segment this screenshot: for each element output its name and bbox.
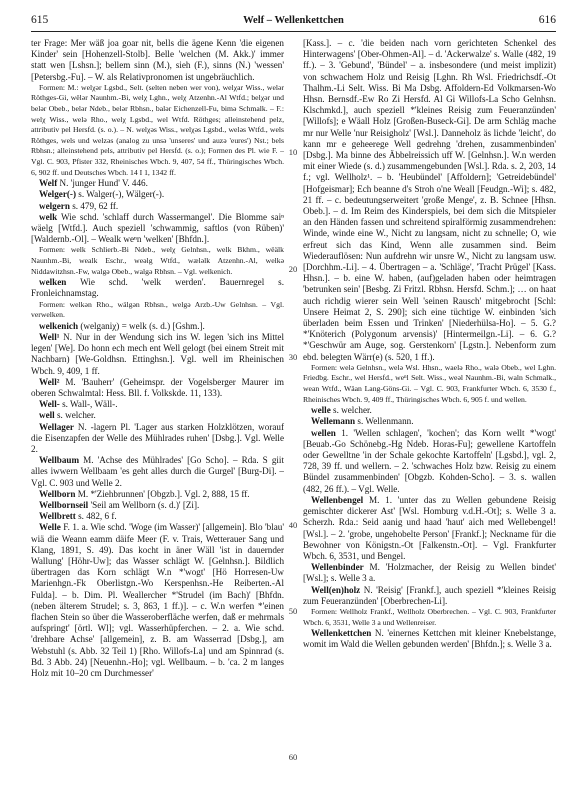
dictionary-entry xyxy=(303,495,556,562)
entry-body: N. 'junger Hund' V. 446. xyxy=(57,178,148,189)
forms-note xyxy=(303,363,556,405)
entry-headword: Well- xyxy=(39,399,60,410)
entry-body: Formen: welk Schlierb.-Bi Ndeb., welχ Gelnhsn., welk Bkhm., wëälk Naunhm.-Bi, wealk Eschr., weəlg Wtfd., wæləlk Atzenhn.-Al, welkə Niddawitzhsn.-Fw, walgə Obeb., walgə Rbhsn. – Vgl. welkenich. xyxy=(31,245,284,276)
entry-text xyxy=(31,38,284,83)
dictionary-entry xyxy=(31,178,284,189)
entry-body: s. Wall-, Wäll-. xyxy=(59,399,118,410)
dictionary-entry xyxy=(31,189,284,200)
right-column xyxy=(303,38,556,651)
entry-headword: Well² xyxy=(39,376,60,387)
entry-body: Formen: welə Gelnhsn., welə Wsl. Hhsn., waelə Rho., walə Obeb., wel Lghn. Friedbg. Eschr., wel Hersfd., weⁿl Selt. Wiss., weəl Naunhm.-Bi, waln Schmalk., wean Wtfd., Wäan Lang-Göns-Gi. – Vgl. C. 903, Frankfurter Wbch. 6, 3530 f., Rheinisches Wbch. 9, 409 ff., Thüringisches Wbch. 6, 905 f. und wellen. xyxy=(303,362,556,404)
entry-body: s. Wellenmann. xyxy=(355,416,414,427)
line-number: 60 xyxy=(288,752,298,762)
entry-headword: Wellbornseil xyxy=(39,500,89,510)
dictionary-entry xyxy=(31,332,284,377)
dictionary-entry xyxy=(31,522,284,679)
line-number: 40 xyxy=(288,520,298,530)
entry-body: s. welcher. xyxy=(54,410,96,421)
entry-headword: welk xyxy=(39,211,58,222)
entry-body: Wie schd. 'schlaff durch Wassermangel'. Die Blomme saiⁿ wäelg [Wtfd.]. Auch speziell 'schwammig, saftlos (von Rüben)' [Waldernb.-Ol]. – Wealk weⁿn 'welken' [Bhfdn.]. xyxy=(31,211,284,245)
entry-body: M. *'Ziehbrunnen' [Obgzb.]. Vgl. 2, 888, 15 ff. xyxy=(75,488,250,499)
dictionary-entry xyxy=(303,405,556,416)
entry-body: Formen: welkən Rho., wälgən Rbhsn., welgə Arzb.-Uw Gelnhsn. – Vgl. verwelken. xyxy=(31,299,284,320)
dictionary-entry xyxy=(31,410,284,421)
dictionary-entry xyxy=(31,500,284,511)
entry-body: N. Nur in der Wendung sich ins W. legen 'sich ins Mittel legen' [We]. Do honn ech mech ent Well gelogt (bei einem Streit mit Nachbarn) [We-Goldhsn. Ettinghsn.]. Vgl. well im Rheinischen Wbch. 9, 409, 1 ff. xyxy=(31,331,284,376)
entry-body: N. -lagern Pl. 'Lager aus starken Holzklötzen, worauf die Eisenzapfen der Welle des Mühlrades ruhen' [Dsbg.]. Vgl. Welle 2. xyxy=(31,421,284,454)
entry-headword: Wellemann xyxy=(311,416,356,427)
entry-headword: welle xyxy=(311,405,331,416)
entry-headword: Wellenbengel xyxy=(311,494,364,505)
entry-body: Formen: M.: welχər Lgsbd., Selt. (selten neben wer von), welχar Wiss., welər Röthges-Gi, wëlər Naunhm.-Bi, welχ Lghn., welχ Atzenhn.-Al Wtfd.; belχər und belər Obeb., belər Ndeb., belər Rbhsn., balər Eichenzell-Fu, bimə Schmalk. – F.: welχ Wiss., welə Rho., welχ Lgsbd., wel Wtfd. Röthges; alleinstehend pelz, attributiv pel Hersfd. (s. o.). – N. welχəs Wiss., welχəs Lgsbd., weləs Wtfd., wels Röthges, wels und welzəs (analog zu unsə 'unseres' und auzə 'eures') Nst.; bels Rbhsn.; alleinstehend pels, attributiv pel Hersfd. (s. o.); Formen des Pl. wie F. – Vgl. C. 903, Pfister 332, Rheinisches Wbch. 9, 407, 54 ff., Thüringisches Wbch. 6, 902 ff. und Deutsches Wbch. 14 I 1, 1342 ff. xyxy=(31,82,284,177)
entry-headword: Well¹ xyxy=(39,331,60,342)
line-number: 20 xyxy=(288,264,298,274)
dictionary-entry xyxy=(303,585,556,607)
entry-body: 'Seil am Wellborn (s. d.)' [Zi]. xyxy=(88,500,200,510)
entry-body: s. Walger(-), Wälger(-). xyxy=(76,189,165,200)
entry-headword: Welf xyxy=(39,178,58,189)
dictionary-entry xyxy=(31,321,284,332)
entry-headword: Wellbaum xyxy=(39,455,80,466)
entry-body: N. 'Reisig' [Frankf.], auch speziell *'kleines Reisig zum Feueranzünden' [Oberbrechen-Li]. xyxy=(303,584,556,606)
dictionary-entry xyxy=(31,455,284,489)
entry-headword: Welle xyxy=(39,522,61,533)
dictionary-entry xyxy=(303,428,556,495)
entry-body: 1. 'Wellen schlagen', 'kochen'; das Korn wellt *'wogt' [Beuab.-Go Schönebg.-Hg Ndeb. Horas-Fu]; gewellene Kartoffeln oder Gewelltne 'in der Schale gekochte Kartoffeln' [Lgsbd.], vgl. 2, 728, 39 ff. und wellern. – 2. 'schwaches Holz bzw. Reisig zu einem Bündel zusammenbinden' [Obgzb. Kohden-Scho]. – 3. s. wallen (482, 26 ff.). – Vgl. Welle. xyxy=(303,427,556,494)
entry-headword: Welger(-) xyxy=(39,189,76,200)
entry-body: M. 'Bauherr' (Geheimspr. der Vogelsberger Maurer im oberen Schwalmtal: Hess. Bll. f. Volkskde. 11, 133). xyxy=(31,376,284,398)
entry-headword: Wellenkettchen xyxy=(311,628,372,639)
running-header: Welf – Wellenkettchen xyxy=(243,15,344,26)
dictionary-entry xyxy=(31,201,284,212)
header-rule xyxy=(31,31,556,32)
forms-note xyxy=(31,300,284,321)
line-number: 30 xyxy=(288,352,298,362)
dictionary-entry xyxy=(31,277,284,299)
entry-headword: well xyxy=(39,410,55,421)
dictionary-entry xyxy=(31,422,284,456)
dictionary-entry xyxy=(303,416,556,427)
entry-body: ter Frage: Mer wäß joa goar nit, bells die ägene Kenn 'die eigenen Kinder' sein [Hohenzell-Stolb]. Belle 'welchen (M. Akk.)' immer statt wen [Lshsn.]; bellem sinn (M.), sieh (F.), sinns (N.) 'wessen' [Petersbg.-Fu]. – W. als Relativpronomen ist ungebräuchlich. xyxy=(31,38,284,82)
dictionary-entry xyxy=(31,489,284,500)
dictionary-entry xyxy=(31,399,284,410)
entry-body: M. 'Holzmacher, der Reisig zu Wellen bindet' [Wsl.]; s. Welle 3 a. xyxy=(303,562,556,584)
entry-headword: Well(en)holz xyxy=(311,584,361,595)
entry-headword: Wellbrett xyxy=(39,511,76,522)
forms-note xyxy=(303,607,556,628)
entry-body: (welganiχ) = welk (s. d.) [Gshm.]. xyxy=(78,320,205,331)
entry-body: M. 'Achse des Mühlrades' [Go Scho]. – Rda. S giit alles iwwern Wellbaam 'es geht alles durch die Gurgel' [Burg-Di]. – Vgl. C. 903 und Welle 2. xyxy=(31,455,284,488)
entry-body: M. 1. 'unter das zu Wellen gebundene Reisig gemischter dickerer Ast' [Wsl. Homburg v.d.H.-Ot]; s. Welle 3 a. Scherzh. Rda.: Seid aanig und haad 'haut' aich med Wellebengel! [Wsl.]. – 2. 'grobe, ungehobelte Person' [Frankf.]; Neckname für die Bewohner von Königstn.-Ot [Falkenstn.-Ot]. – Vgl. Frankfurter Wbch. 6, 3531, und Bengel. xyxy=(303,494,556,561)
page-number-left: 615 xyxy=(31,14,49,26)
entry-body: Wie schd. 'welk werden'. Bauernregel s. Fronleichnamstag. xyxy=(31,277,284,299)
forms-note xyxy=(31,245,284,277)
entry-body: [Kass.]. – c. 'die beiden nach vorn gerichteten Schenkel des Hinterwagens' [Ober-Ohmen-Al]. – d. 'Ackerwalze' s. Walle (482, 19 ff.). – 3. 'Gebund', 'Bündel' – a. insbesondere (und meist implizit) von schwachem Holz und Reisig [Lghn. Rh Wsl. Friedrichsdf.-Ot Thalhm.-Li Selt. Wiss. Bi Ma Dsbg. Affoldern-Ed Volkmarsen-Wo Hhsn. Bernsdf.-Ew Ro Zi Hersfd. Al Gi Willofs-La Scho Gelnhsn. Klschmkd.], auch speziell *'kleines Reisig zum Feueranzünden' [Willofs]; e Wäall Holz [Großen-Buseck-Gi]. De arm Schläg mache mr nur Welle 'nur Reisigholz' [Wsl.]. Danneholz äs lichde 'leicht', do kann mr e geheerege Well gedrehng 'drehen, zusammenbinden' [Dsbg.]. Ma binne des Äbbelreissich uff W. [Gelnhsn.]. W.n werden mit einer Wiede (s. d.) zusammengebunden [Wsl.]. Rda. s. 2, 203, 14 f.; vgl. Wellholz¹. – b. 'Heubündel' [Affoldern]; 'Getreidebündel' [Hofgeismar]; Ech beanne d's Stroh o'ne Weall [Feudgn.-Wi]; s. 482, 21 ff. – c. bedeutungserweitert 'große Menge', z. B. Schnee [Hhsn. Obeb.]. – d. Im Reim des Kinderspiels, bei dem sich die Mitspieler an den Händen fassen und schreitend spiralförmig zusammendrehen: Winde, winde eine W., Nicht zu langsam, nicht zu schnelle; O, wie erfreut sich das Kind, Wenn alle zusammen sind. Beim Wiederauflösen: Nun aufdrehn wir unsre W., Nicht zu langsam usw. [Dorchhm.-Li]. – 4. Übertragen – a. 'Schläge', 'Tracht Prügel' [Kass. Hhsn.]. – b. eine W. haben, (auf)geladen haben oder heimtragen 'betrunken sein' [Besbg. Zi Fritzl. Rbhsn. Hersfd. Schm.]; … on haat auch richdig wierer sein Well 'seinen Rausch' mitgebrocht [Schl: Unsere Heimat 2, S. 290]; sich eine tüchtige W. einbinden 'sich überladen beim Essen und Trinken' [Niederhülsa-Ho]. – 5. G.? *'Knöterich (Polygonum arvensis)' [Hintermeilgn.-Li]. – 6. G.? *'Geschwür am Auge, sog. Gerstenkorn' [Lgstn.]. Nebenform zum ebd. belegten Wärr(e) (s. 520, 1 ff.). xyxy=(303,38,556,362)
line-number: 50 xyxy=(288,606,298,616)
entry-headword: Wellborn xyxy=(39,488,76,499)
page-number-right: 616 xyxy=(538,14,556,26)
entry-body: s. 479, 62 ff. xyxy=(69,200,119,211)
dictionary-entry xyxy=(303,628,556,650)
entry-body: F. 1. a. Wie schd. 'Woge (im Wasser)' [allgemein]. Blo 'blau' wiä die Weann eamm däife Meer (F. v. Trais, Wetterauer Sang und Klang, 1891, S. 49). Das kocht in äner Wäll 'ist in dauernder Wallung' [Höhr-Uw]; das Wasser schlägt W. [Gelnhsn.]. Bildlich übertragen das Korn schlägt W.n *'wogt' [Hö Horresen-Uw Marienhgn.-Fk Oberlistgn.-Wo Kerspenhsn.-He Reiberten.-Al Fulda]. – b. Dim. Pl. Weallercher *'Strudel (im Bach)' [Bhfdn. (neben älterem Strudel; s. 3, 863, 1 ff.)]. – c. W.n werfen *'einen flachen Stein so über die Wasseroberfläche werfen, daß er mehrmals aufspringt' [örtl. Wl]; vgl. Wasserhüpferchen. – 2. a. Wie schd. 'drehbare Achse' [allgemein], z. B. am Wasserrad [Dsbg.], am Webstuhl (s. Abb. 32 Teil 1) [Rho. Willofs-La] und am Spinnrad (s. Bd. 3 Abb. 24) [Neuenhn.-Ho]; vgl. Wellbaum. – b. 'ca. 2 m langes Holz mit 10–20 cm Durchmesser' xyxy=(31,522,284,679)
forms-note xyxy=(31,83,284,178)
entry-headword: welken xyxy=(39,277,67,288)
left-column xyxy=(31,38,284,679)
entry-headword: wellen xyxy=(311,427,336,438)
dictionary-entry xyxy=(31,377,284,399)
dictionary-entry xyxy=(31,511,284,522)
dictionary-entry xyxy=(303,562,556,584)
entry-body: N. 'einernes Kettchen mit kleiner Knebelstange, womit im Wald die Wellen gebunden werden' [Bhfdn.]; s. Welle 3 a. xyxy=(303,628,556,650)
entry-body: Formen: Wellholz Frankf., Wellholz Oberbrechen. – Vgl. C. 903, Frankfurter Wbch. 6, 3531, Welle 3 a und Wellenreiser. xyxy=(303,606,556,627)
entry-headword: Wellager xyxy=(39,421,74,432)
dictionary-entry xyxy=(31,212,284,246)
line-number: 10 xyxy=(288,147,298,157)
entry-body: s. welcher. xyxy=(330,405,372,416)
entry-body: s. 482, 6 f. xyxy=(75,511,117,522)
entry-text xyxy=(303,38,556,363)
entry-headword: Wellenbinder xyxy=(311,562,364,573)
entry-headword: welgern xyxy=(39,200,70,211)
entry-headword: welkenich xyxy=(39,320,79,331)
